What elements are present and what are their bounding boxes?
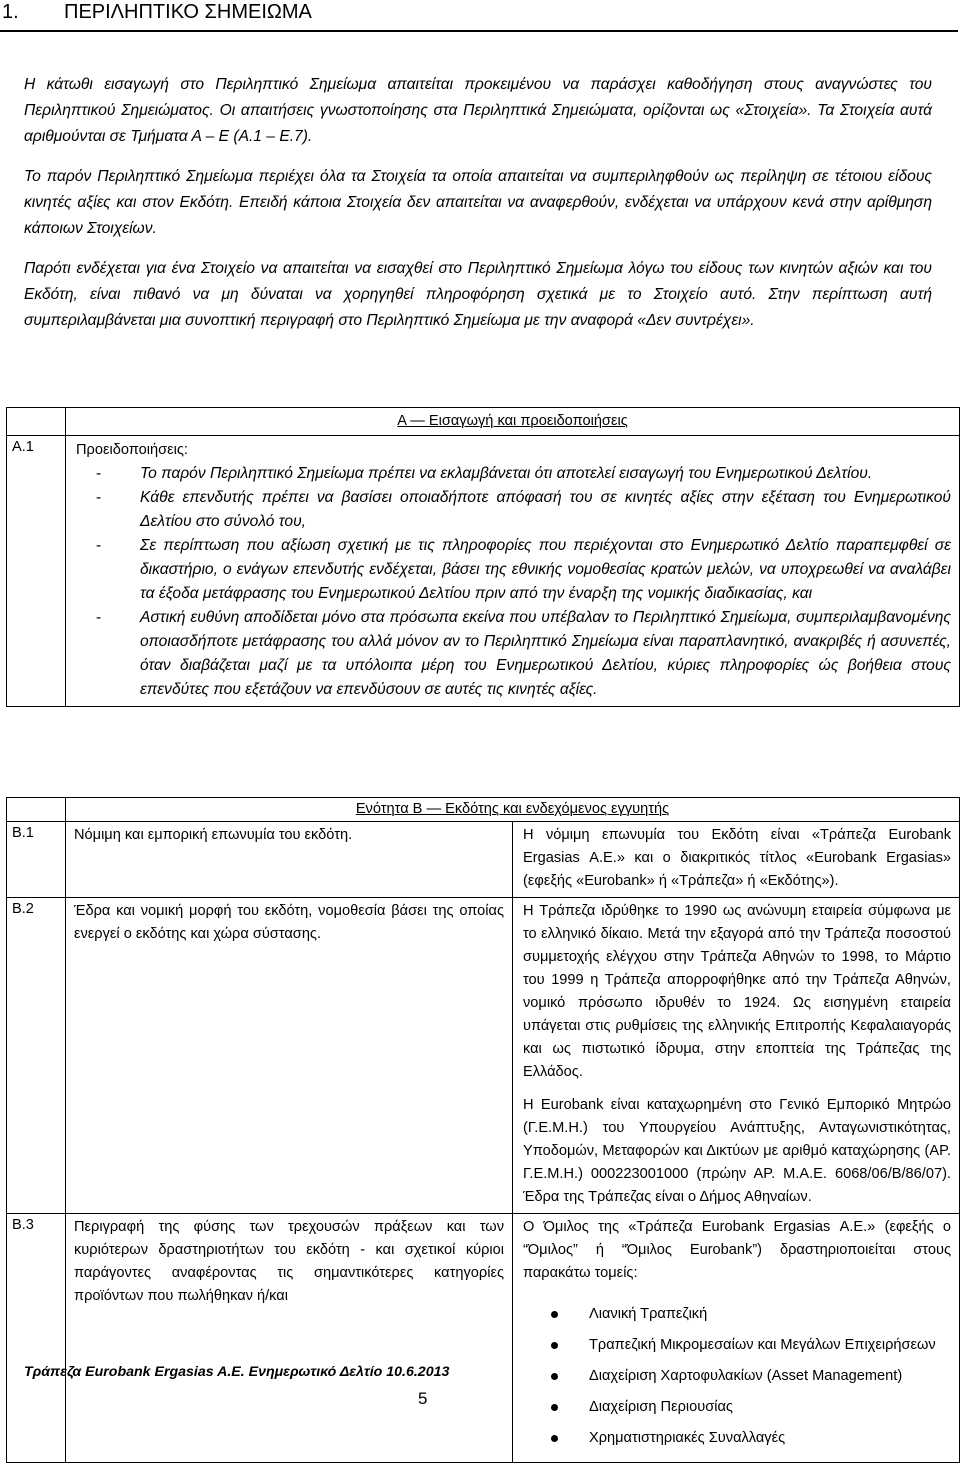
section-a-title-cell [66,408,960,436]
footer-text: Τράπεζα Eurobank Ergasias A.E. Ενημερωτικό Δελτίο 10.6.2013 [24,1364,450,1380]
element-label-b3: Περιγραφή της φύσης των τρεχουσών πράξεων και των κυριότερων δραστηριοτήτων του εκδότη - και σχετικοί κύριοι παράγοντες αναφέροντας τις σημαντικότερες κατηγορίες προϊόντων που πωλήθηκαν ή/και [66,1214,513,1463]
element-code-a1: Α.1 [7,436,66,707]
intro-paragraph-2: Το παρόν Περιληπτικό Σημείωμα περιέχει όλα τα Στοιχεία τα οποία απαιτείται να συμπεριληφθούν ως περίληψη σε τέτοιου είδους κινητές αξίες και στον Εκδότη. Επειδή κάποια Στοιχεία δεν απαιτείται να αναφερθούν, ενδέχεται να υπάρχουν κενά στην αρίθμηση κάποιων Στοιχείων. [24,168,932,237]
section-a-title: Α — Εισαγωγή και προειδοποιήσεις [397,413,628,429]
section-number: 1. [2,1,19,23]
activity-item: Λιανική Τραπεζική [523,1303,951,1326]
intro-paragraph-3: Παρότι ενδέχεται για ένα Στοιχείο να απαιτείται να εισαχθεί στο Περιληπτικό Σημείωμα λόγω του είδους των κινητών αξιών και του Εκδότη, είναι πιθανό να μη δύναται να χορηγηθεί πληροφόρηση σχετικά με το Στοιχείο αυτό. Στην περίπτωση αυτή συμπεριλαμβάνεται μια συνοπτική περιγραφή στο Περιληπτικό Σημείωμα με την αναφορά «Δεν συντρέχει». [24,260,932,329]
element-content-b1 [513,822,960,898]
element-code-b3: Β.3 [7,1214,66,1463]
content-paragraph: Η Eurobank είναι καταχωρημένη στο Γενικό Εμπορικό Μητρώο (Γ.Ε.Μ.Η.) του Υπουργείου Ανάπτυξης, Ανταγωνιστικότητας, Υποδομών, Μεταφορών και Δικτύων με αριθμό καταχώρησης (ΑΡ. Γ.Ε.Μ.Η.) 000223001000 (πρώην ΑΡ. Μ.Α.Ε. 6068/06/Β/86/07). Έδρα της Τράπεζας είναι ο Δήμος Αθηναίων. [523,1097,951,1205]
page-number: 5 [418,1389,428,1408]
activities-list [523,1303,951,1450]
activity-item: Διαχείριση Περιουσίας [523,1396,951,1419]
element-label-b2: Έδρα και νομική μορφή του εκδότη, νομοθεσία βάσει της οποίας ενεργεί ο εκδότης και χώρα σύστασης. [66,898,513,1214]
warnings-list [76,462,951,702]
section-a-header-blank [7,408,66,436]
section-a-body [66,436,960,707]
activity-item: Χρηματιστηριακές Συναλλαγές [523,1427,951,1450]
section-b-title-cell [66,798,960,822]
warnings-label: Προειδοποιήσεις: [76,442,188,458]
warning-item: - Κάθε επενδυτής πρέπει να βασίσει οποιαδήποτε απόφασή του σε κινητές αξίες στην εξέταση του Ενημερωτικού Δελτίου στο σύνολό του, [76,486,951,534]
activity-item: Τραπεζική Μικρομεσαίων και Μεγάλων Επιχειρήσεων [523,1334,951,1357]
element-content-b3 [513,1214,960,1463]
section-title: ΠΕΡΙΛΗΠΤΙΚΟ ΣΗΜΕΙΩΜΑ [64,1,312,23]
content-paragraph: Η νόμιμη επωνυμία του Εκδότη είναι «Τράπεζα Eurobank Ergasias Α.Ε.» και ο διακριτικός τίτλος «Eurobank Ergasias» (εφεξής «Eurobank» ή «Τράπεζα» ή «Εκδότης»). [523,827,951,889]
warning-item: - Σε περίπτωση που αξίωση σχετική με τις πληροφορίες που περιέχονται στο Ενημερωτικό Δελτίο παραπεμφθεί σε δικαστήριο, ο ενάγων επενδυτής ενδέχεται, βάσει της εθνικής νομοθεσίας κρατών μελών, να υποχρεωθεί να αναλάβει τα έξοδα μετάφρασης του Ενημερωτικού Δελτίου πριν από την έναρξη της νομικής διαδικασίας, και [76,534,951,606]
element-code-b1: Β.1 [7,822,66,898]
content-paragraph: Ο Όμιλος της «Τράπεζα Eurobank Ergasias Α.Ε.» (εφεξής ο “Όμιλος” ή “Όμιλος Eurobank”) δραστηριοποιείται στους παρακάτω τομείς: [523,1219,951,1281]
intro-paragraph-1: Η κάτωθι εισαγωγή στο Περιληπτικό Σημείωμα απαιτείται προκειμένου να παράσχει καθοδήγηση στους αναγνώστες του Περιληπτικού Σημειώματος. Οι απαιτήσεις γνωστοποίησης στα Περιληπτικά Σημειώματα, ορίζονται ως «Στοιχεία». Τα Στοιχεία αυτά αριθμούνται σε Τμήματα Α – Ε (Α.1 – Ε.7). [24,76,932,145]
section-b-title: Ενότητα Β — Εκδότης και ενδεχόμενος εγγυητής [355,801,670,817]
element-content-b2 [513,898,960,1214]
section-a-table [6,407,960,707]
section-b-header-blank [7,798,66,822]
warning-item: - Το παρόν Περιληπτικό Σημείωμα πρέπει να εκλαμβάνεται ότι αποτελεί εισαγωγή του Ενημερωτικού Δελτίου. [76,462,951,486]
activity-item: Διαχείριση Χαρτοφυλακίων (Asset Management) [523,1365,951,1388]
element-code-b2: Β.2 [7,898,66,1214]
intro-text [24,72,932,348]
section-heading [0,0,958,32]
element-label-b1: Νόμιμη και εμπορική επωνυμία του εκδότη. [66,822,513,898]
warning-item: - Αστική ευθύνη αποδίδεται μόνο στα πρόσωπα εκείνα που υπέβαλαν το Περιληπτικό Σημείωμα, συμπεριλαμβανομένης οποιασδήποτε μετάφρασης του αλλά μόνον αν το Περιληπτικό Σημείωμα είναι παραπλανητικό, ανακριβές ή ασυνεπές, όταν διαβάζεται μαζί με τα υπόλοιπα μέρη του Ενημερωτικού Δελτίου, κύριες πληροφορίες ώς βοήθεια στους επενδύτες που εξετάζουν να επενδύσουν σε αυτές τις κινητές αξίες. [76,606,951,702]
content-paragraph: Η Τράπεζα ιδρύθηκε το 1990 ως ανώνυμη εταιρεία σύμφωνα με το ελληνικό δίκαιο. Μετά την εξαγορά από την Τράπεζα ποσοστού συμμετοχής ελέγχου στην Τράπεζα Αθηνών το 1998, το Μάρτιο του 1999 η Τράπεζα απορροφήθηκε από την Τράπεζα Αθηνών, νομικό πρόσωπο ιδρυθέν το 1924. Ως εισηγμένη εταιρεία υπάγεται στις ρυθμίσεις της ελληνικής Επιτροπής Κεφαλαιαγοράς και ως πιστωτικό ίδρυμα, στην εποπτεία της Τράπεζας της Ελλάδος. [523,903,951,1080]
